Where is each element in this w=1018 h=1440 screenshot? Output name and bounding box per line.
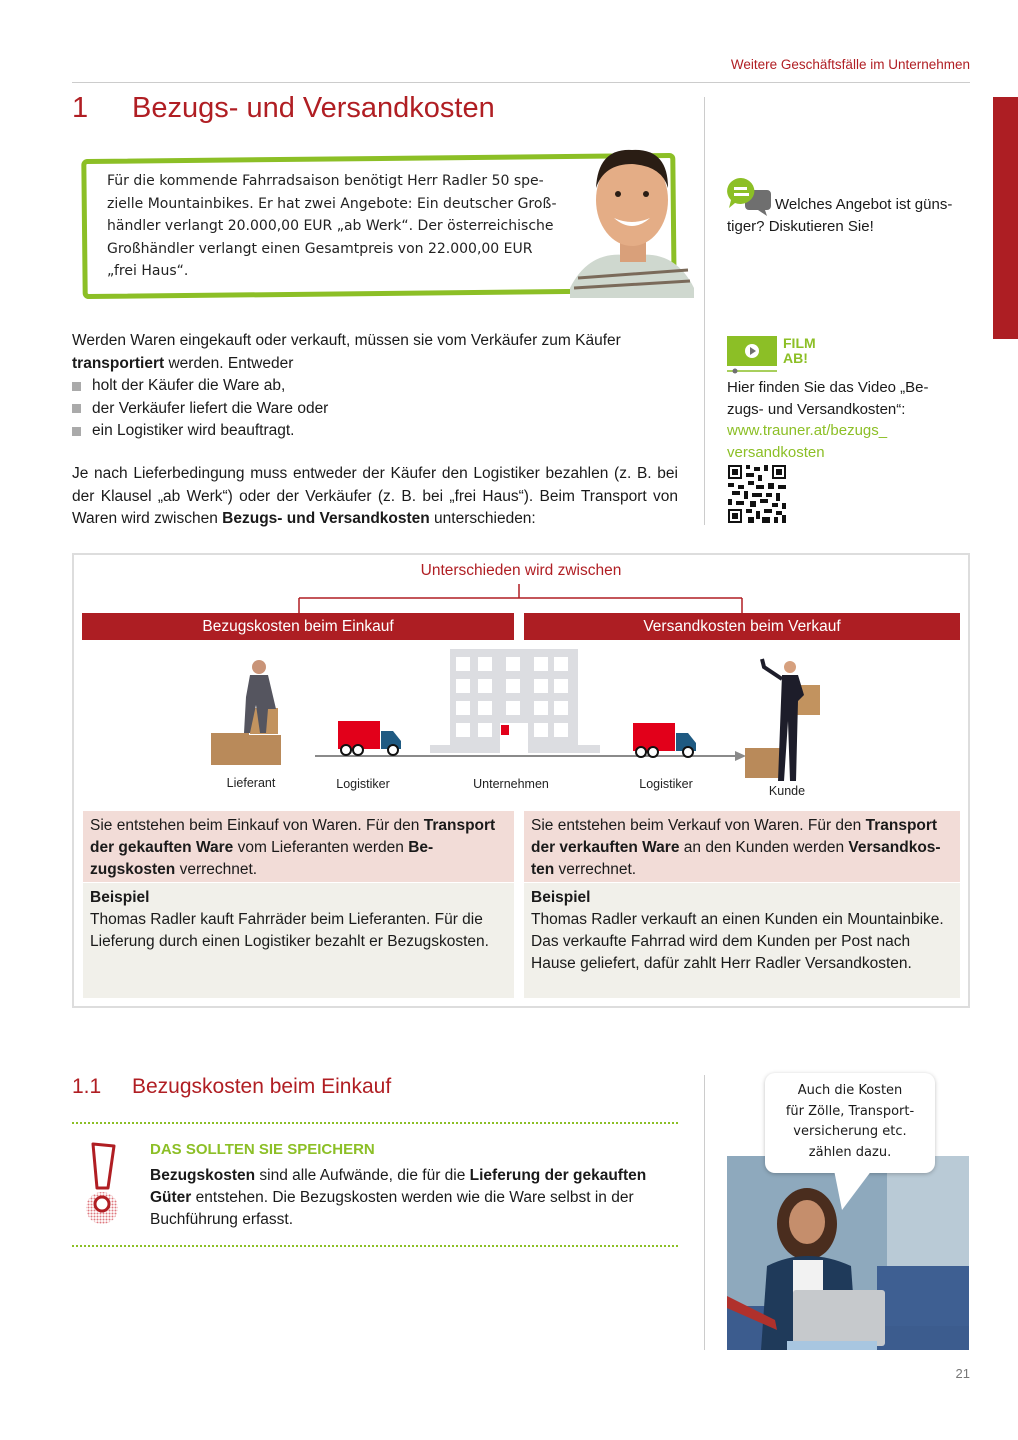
header-rule xyxy=(72,82,970,83)
left-description xyxy=(83,811,514,882)
section-title: Bezugs- und Versandkosten xyxy=(132,92,495,124)
intro-bold: Bezugs- und Versandkosten xyxy=(222,510,430,527)
desc-text: vom Lieferanten werden xyxy=(233,839,409,856)
intro-paragraph-2 xyxy=(72,463,678,531)
film-label-line: AB! xyxy=(783,350,808,366)
video-icon[interactable] xyxy=(727,336,777,374)
bullet-text: ein Logistiker wird beauftragt. xyxy=(92,422,295,439)
case-line: händler verlangt 20.000,00 EUR „ab Werk“. Der österreichische xyxy=(107,218,554,234)
building-icon xyxy=(430,649,600,753)
case-line: Großhändler verlangt einen Gesamtpreis von 22.000,00 EUR xyxy=(107,240,533,257)
save-bold: Lieferung der gekauften Güter xyxy=(150,1167,647,1206)
desc-bold: Transport der verkauften Ware xyxy=(531,817,938,856)
bullet-text: der Verkäufer liefert die Ware oder xyxy=(92,399,329,417)
desc-text: Sie entstehen beim Einkauf von Waren. Für den xyxy=(90,817,424,834)
bubble-line: zählen dazu. xyxy=(808,1144,892,1160)
dotted-divider xyxy=(72,1122,678,1124)
discussion-prompt xyxy=(727,178,977,238)
bubble-line: Auch die Kosten xyxy=(797,1083,903,1098)
case-line: Für die kommende Fahrradsaison benötigt Herr Radler 50 spe- xyxy=(107,173,544,189)
desc-text: an den Kunden werden xyxy=(679,839,849,856)
left-header-bar: Bezugskosten beim Einkauf xyxy=(82,613,514,640)
bubble-line: versicherung etc. xyxy=(793,1124,907,1139)
exclamation-icon xyxy=(84,1140,124,1230)
supplier-figure xyxy=(211,660,281,765)
save-plain: sind alle Aufwände, die für die xyxy=(255,1167,470,1184)
bullet-item xyxy=(72,398,678,421)
label-logistics-left: Logistiker xyxy=(336,777,390,791)
sidebar-divider xyxy=(704,97,705,525)
chapter-tab xyxy=(993,97,1018,339)
bullet-text: holt der Käufer die Ware ab, xyxy=(92,377,286,394)
intro-text: Werden Waren eingekauft oder verkauft, müssen sie vom Verkäufer zum Käufer xyxy=(72,332,621,349)
intro-bold: transportiert xyxy=(72,354,165,372)
example-label: Beispiel xyxy=(90,889,150,906)
intro-paragraph xyxy=(72,330,678,443)
save-heading: DAS SOLLTEN SIE SPEICHERN xyxy=(150,1141,375,1158)
discussion-text: Welches Angebot ist güns- xyxy=(775,196,953,213)
save-plain: entstehen. Die Bezugskosten werden wie die Ware selbst in der Buchführung erfasst. xyxy=(150,1189,634,1228)
dotted-divider xyxy=(72,1245,678,1247)
example-label: Beispiel xyxy=(531,889,591,906)
film-link[interactable]: versandkosten xyxy=(727,443,825,461)
man-portrait xyxy=(570,138,694,298)
save-bold: Bezugskosten xyxy=(150,1167,256,1184)
right-header-bar: Versandkosten beim Verkauf xyxy=(524,613,960,640)
truck-icon-right xyxy=(633,723,696,757)
film-label-line: FILM xyxy=(783,335,816,351)
sidebar-divider-2 xyxy=(704,1075,705,1350)
label-logistics-right: Logistiker xyxy=(639,777,693,791)
desc-text: verrechnet. xyxy=(175,861,258,878)
desc-text: verrechnet. xyxy=(554,861,637,878)
discussion-text: tiger? Diskutieren Sie! xyxy=(727,218,874,235)
customer-figure xyxy=(745,659,820,781)
desc-bold: Versandkosten xyxy=(531,839,941,878)
bubble-line: für Zölle, Transport- xyxy=(785,1103,915,1119)
truck-icon-left xyxy=(338,721,401,755)
bullet-item xyxy=(72,420,678,443)
qr-code[interactable] xyxy=(728,465,786,523)
page-number: 21 xyxy=(955,1366,970,1381)
subsection-title: Bezugskosten beim Einkauf xyxy=(132,1075,392,1098)
label-supplier: Lieferant xyxy=(226,776,276,790)
example-text: Thomas Radler kauft Fahrräder beim Lieferanten. Für die Lieferung durch einen Logistiker bezahlt er Bezugskosten. xyxy=(90,911,489,950)
discussion-icon xyxy=(727,178,771,216)
section-number: 1 xyxy=(72,92,89,124)
speech-bubble xyxy=(765,1073,935,1173)
diagram-title: Unterschieden wird zwischen xyxy=(420,562,622,579)
intro-text: Je nach Lieferbedingung muss entweder der Käufer den Logistiker bezahlen (z. B. bei der Klausel „ab Werk“) oder der Verkäufer (z. B. bei „frei Haus“). Beim Transport von Waren wird zwischen xyxy=(72,465,678,527)
intro-text: werden. Entweder xyxy=(164,354,294,372)
case-line: „frei Haus“. xyxy=(107,263,189,279)
speech-bubble-tail xyxy=(820,1170,880,1212)
bullet-icon xyxy=(72,427,81,436)
bullet-icon xyxy=(72,404,81,413)
bullet-icon xyxy=(72,382,81,391)
film-description xyxy=(727,377,967,463)
diagram-connector xyxy=(72,584,970,614)
case-text xyxy=(107,170,577,283)
film-text-line: zugs- und Versandkosten“: xyxy=(727,400,906,418)
case-line: zielle Mountainbikes. Er hat zwei Angebote: Ein deutscher Groß- xyxy=(107,195,557,212)
save-text xyxy=(150,1165,678,1231)
example-text: Thomas Radler verkauft an einen Kunden ein Mountainbike. Das verkaufte Fahrrad wird dem Kunden per Post nach Hause geliefert, dafür zahlt Herr Radler Versandkosten. xyxy=(531,911,944,972)
right-example xyxy=(524,883,960,998)
bullet-item xyxy=(72,375,678,398)
desc-bold: Transport der gekauften Ware xyxy=(90,817,496,856)
label-customer: Kunde xyxy=(768,784,806,798)
label-company: Unternehmen xyxy=(473,777,549,791)
desc-text: Sie entstehen beim Verkauf von Waren. Für den xyxy=(531,817,866,834)
running-head: Weitere Geschäftsfälle im Unternehmen xyxy=(730,57,970,72)
intro-text: unterschieden: xyxy=(429,510,536,527)
film-link[interactable]: www.trauner.at/bezugs_ xyxy=(727,422,888,439)
left-example xyxy=(83,883,514,998)
subsection-number: 1.1 xyxy=(72,1075,102,1098)
logistics-illustration xyxy=(200,645,840,785)
film-label xyxy=(783,336,816,366)
desc-bold: Bezugskosten xyxy=(90,839,434,878)
right-description xyxy=(524,811,960,882)
film-text-line: Hier finden Sie das Video „Be- xyxy=(727,379,929,396)
